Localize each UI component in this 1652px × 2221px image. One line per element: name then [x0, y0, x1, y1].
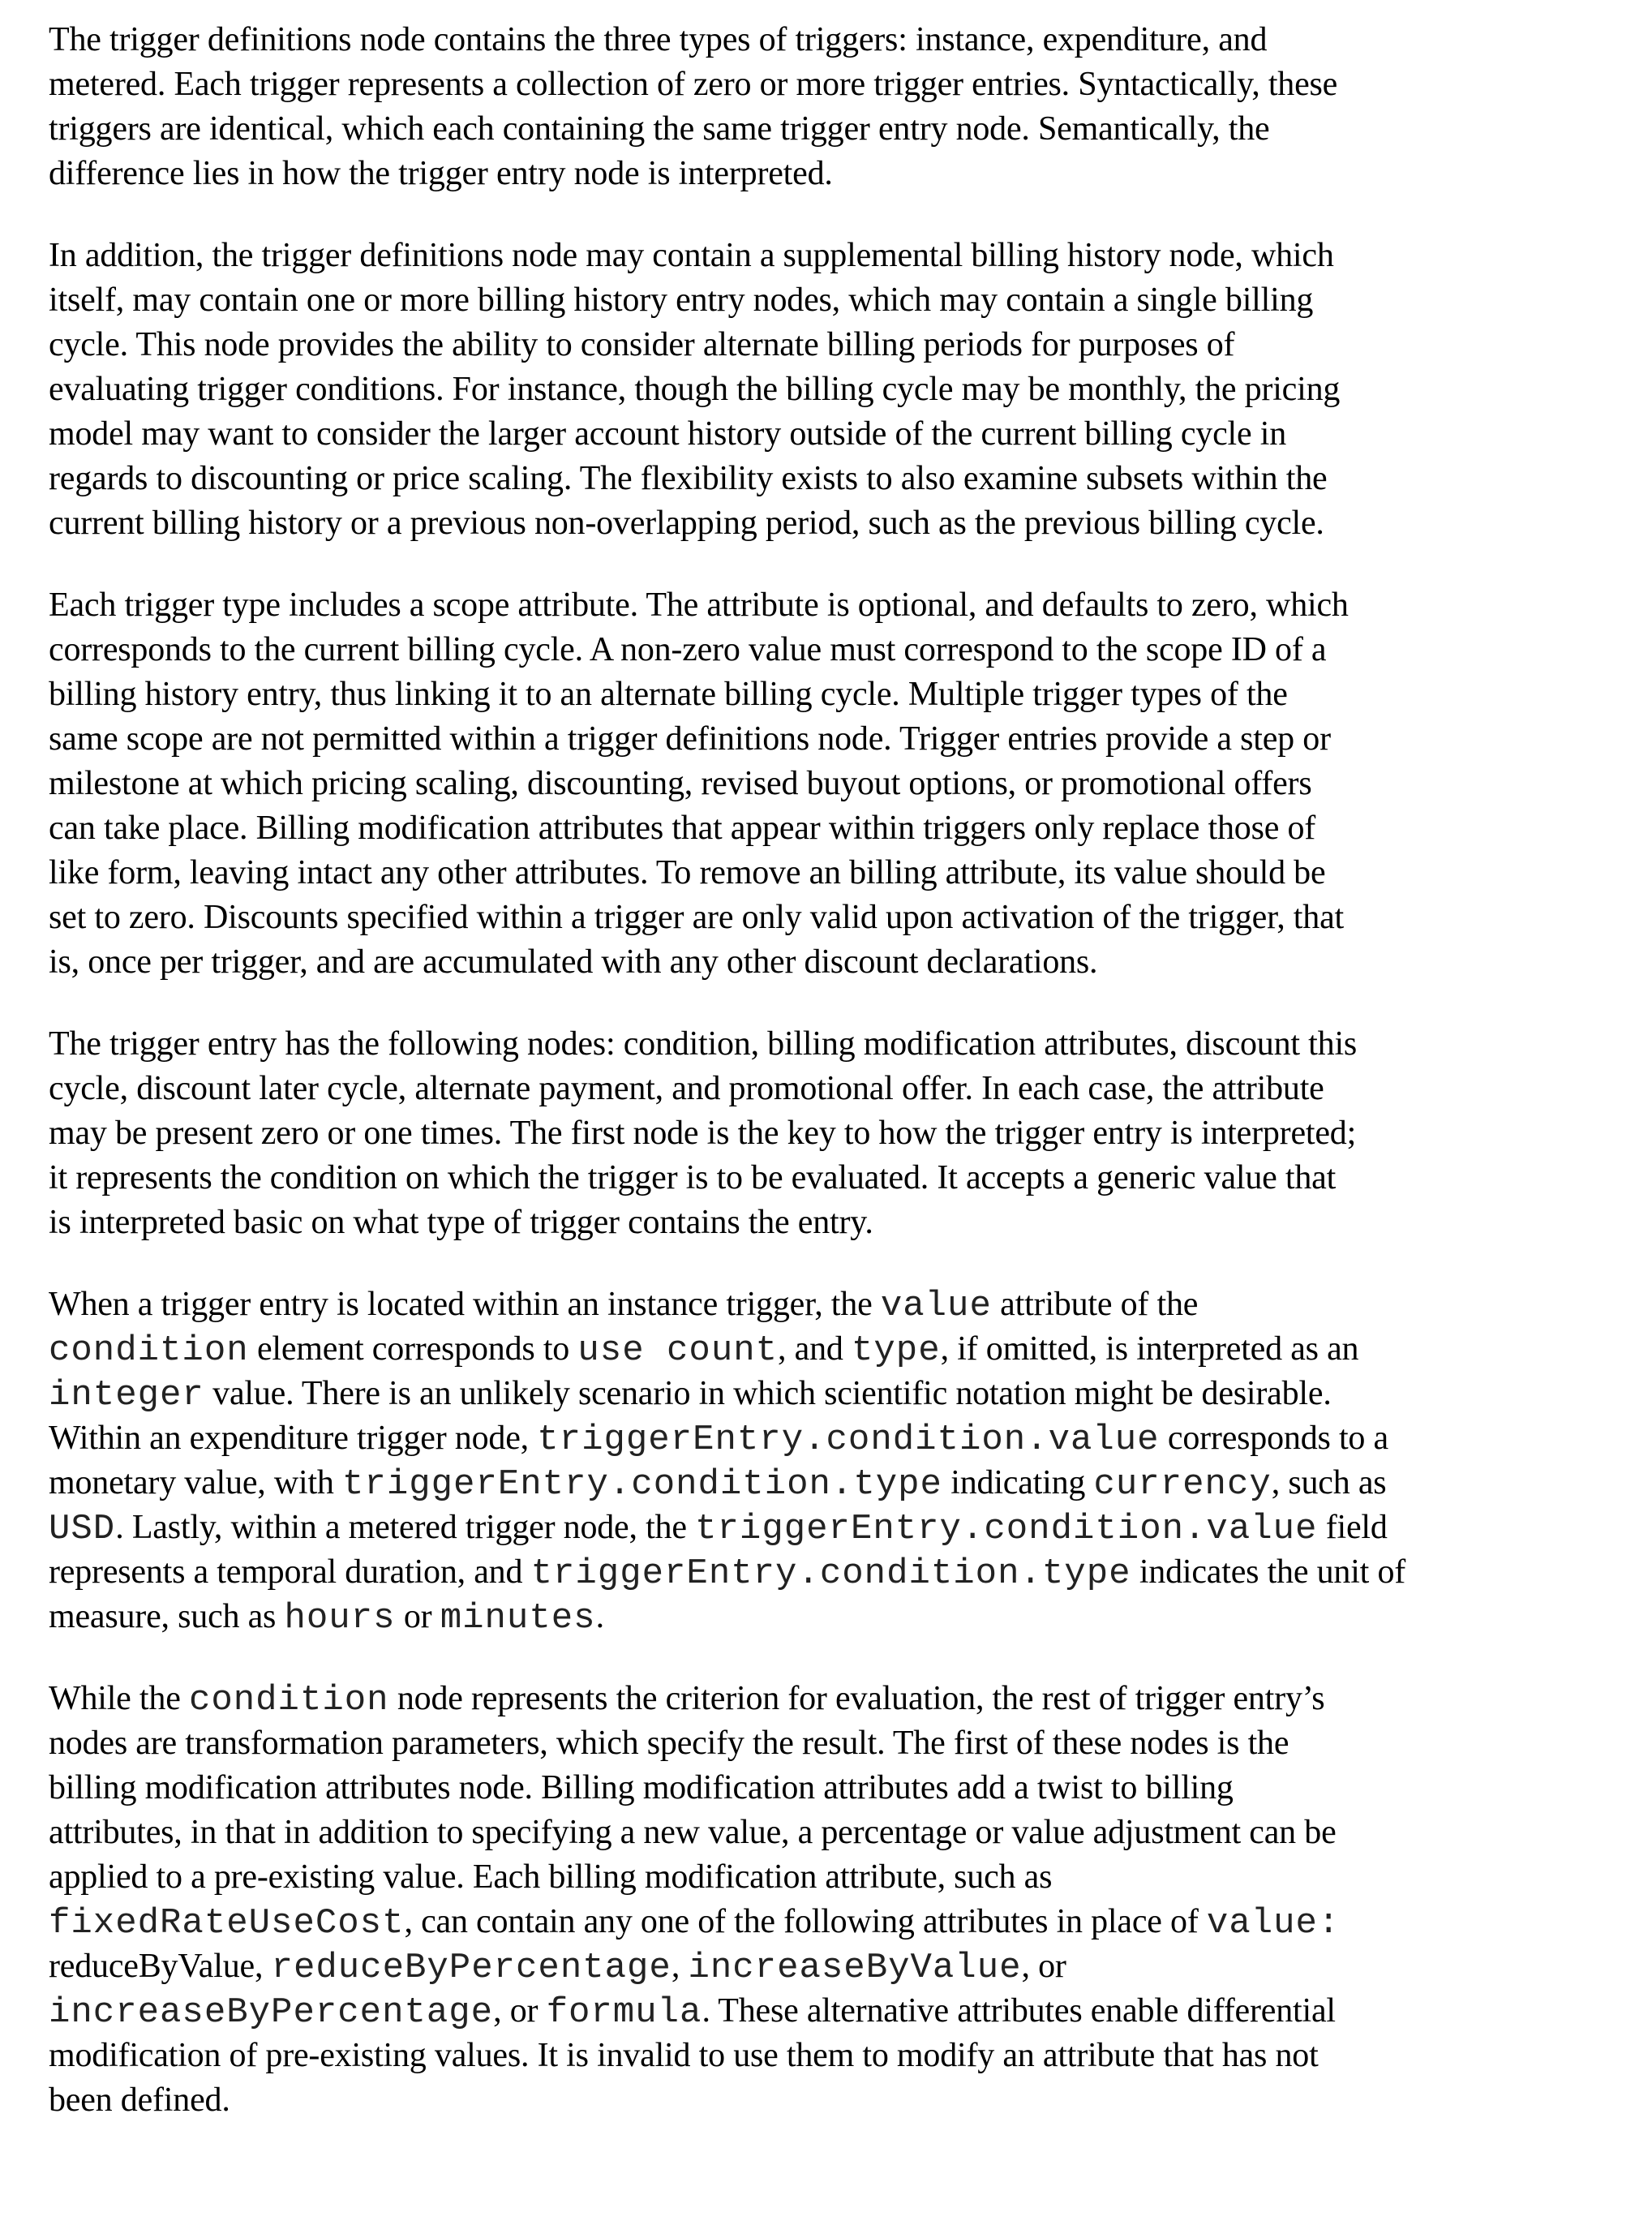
text-line	[49, 18, 1630, 62]
text-line	[49, 234, 1630, 278]
code-term: USD	[49, 1509, 115, 1549]
code-term: triggerEntry.condition.value	[537, 1420, 1159, 1460]
text-run: element corresponds to	[249, 1330, 578, 1368]
text-run: like form, leaving intact any other attributes. To remove an billing attribute, its value should be	[49, 854, 1325, 891]
text-run: billing history entry, thus linking it to an alternate billing cycle. Multiple trigger types of the	[49, 676, 1288, 713]
text-line	[49, 1550, 1630, 1595]
text-run: cycle, discount later cycle, alternate payment, and promotional offer. In each case, the attribute	[49, 1070, 1324, 1107]
code-term: value	[881, 1286, 992, 1326]
text-line	[49, 1900, 1630, 1944]
text-run: itself, may contain one or more billing history entry nodes, which may contain a single billing	[49, 281, 1313, 319]
code-term: use count	[577, 1330, 778, 1371]
text-line	[49, 1201, 1630, 1245]
text-line	[49, 1811, 1630, 1855]
paragraph	[49, 1677, 1630, 2123]
paragraph	[49, 583, 1630, 985]
text-run: , or	[1022, 1948, 1066, 1985]
text-line	[49, 2078, 1630, 2123]
text-run: modification of pre-existing values. It is invalid to use them to modify an attribute that has not	[49, 2037, 1319, 2074]
text-run: field	[1317, 1509, 1387, 1546]
text-run: attributes, in that in addition to specifying a new value, a percentage or value adjustment can be	[49, 1814, 1337, 1851]
paragraph	[49, 1022, 1630, 1245]
text-run: metered. Each trigger represents a collection of zero or more trigger entries. Syntactically, these	[49, 66, 1337, 103]
text-line	[49, 1111, 1630, 1156]
code-term: triggerEntry.condition.value	[695, 1509, 1317, 1549]
code-term: condition	[49, 1330, 249, 1371]
text-line	[49, 1327, 1630, 1372]
text-run: milestone at which pricing scaling, discounting, revised buyout options, or promotional offers	[49, 765, 1312, 802]
text-run: ,	[672, 1948, 689, 1985]
text-run: Each trigger type includes a scope attribute. The attribute is optional, and defaults to zero, which	[49, 586, 1349, 624]
text-line	[49, 1022, 1630, 1067]
text-line	[49, 1372, 1630, 1416]
text-run: . Lastly, within a metered trigger node, the	[115, 1509, 695, 1546]
text-run: When a trigger entry is located within an instance trigger, the	[49, 1286, 881, 1323]
text-run: reduceByValue,	[49, 1948, 272, 1985]
code-term: type	[852, 1330, 941, 1371]
code-term: increaseByPercentage	[49, 1992, 493, 2033]
text-run: The trigger entry has the following nodes: condition, billing modification attributes, discount this	[49, 1025, 1357, 1063]
text-line	[49, 583, 1630, 628]
text-line	[49, 806, 1630, 851]
text-line	[49, 1156, 1630, 1201]
text-run: difference lies in how the trigger entry node is interpreted.	[49, 155, 833, 192]
code-term: triggerEntry.condition.type	[342, 1464, 942, 1505]
text-line	[49, 323, 1630, 367]
text-run: While the	[49, 1680, 189, 1717]
text-run: billing modification attributes node. Billing modification attributes add a twist to billing	[49, 1769, 1234, 1806]
text-line	[49, 672, 1630, 717]
text-line	[49, 1595, 1630, 1639]
text-line	[49, 1944, 1630, 1989]
text-line	[49, 1461, 1630, 1506]
text-line	[49, 1855, 1630, 1900]
text-line	[49, 1506, 1630, 1550]
text-line	[49, 1416, 1630, 1461]
text-line	[49, 1989, 1630, 2034]
text-line	[49, 1067, 1630, 1111]
text-line	[49, 628, 1630, 672]
text-run: value. There is an unlikely scenario in which scientific notation might be desirable.	[204, 1375, 1332, 1412]
text-line	[49, 107, 1630, 152]
text-run: measure, such as	[49, 1598, 285, 1635]
text-run: same scope are not permitted within a trigger definitions node. Trigger entries provide a step or	[49, 720, 1331, 758]
text-run: can take place. Billing modification attributes that appear within triggers only replace those of	[49, 810, 1315, 847]
text-run: set to zero. Discounts specified within a trigger are only valid upon activation of the trigger, that	[49, 899, 1344, 936]
paragraph	[49, 1282, 1630, 1639]
text-line	[49, 152, 1630, 196]
text-line	[49, 1766, 1630, 1811]
code-term: integer	[49, 1375, 204, 1416]
text-run: . These alternative attributes enable differential	[702, 1992, 1335, 2030]
code-term: fixedRateUseCost	[49, 1903, 404, 1944]
code-term: value:	[1207, 1903, 1340, 1944]
text-run: node represents the criterion for evaluation, the rest of trigger entry’s	[389, 1680, 1325, 1717]
text-line	[49, 457, 1630, 501]
code-term: minutes	[440, 1598, 596, 1639]
text-line	[49, 1282, 1630, 1327]
text-run: , can contain any one of the following attributes in place of	[404, 1903, 1206, 1940]
text-run: nodes are transformation parameters, which specify the result. The first of these nodes is the	[49, 1725, 1289, 1762]
code-term: formula	[547, 1992, 702, 2033]
text-run: is, once per trigger, and are accumulated with any other discount declarations.	[49, 943, 1097, 981]
text-line	[49, 412, 1630, 457]
text-line	[49, 278, 1630, 323]
text-run: represents a temporal duration, and	[49, 1553, 531, 1591]
text-line	[49, 940, 1630, 985]
text-run: The trigger definitions node contains the three types of triggers: instance, expenditure, and	[49, 21, 1267, 58]
text-run: , if omitted, is interpreted as an	[941, 1330, 1359, 1368]
text-line	[49, 762, 1630, 806]
text-run: , such as	[1272, 1464, 1387, 1501]
text-line	[49, 501, 1630, 546]
text-run: regards to discounting or price scaling. The flexibility exists to also examine subsets within the	[49, 460, 1327, 497]
text-run: it represents the condition on which the trigger is to be evaluated. It accepts a generic value that	[49, 1159, 1336, 1196]
text-run: monetary value, with	[49, 1464, 342, 1501]
text-run: applied to a pre-existing value. Each billing modification attribute, such as	[49, 1858, 1052, 1896]
text-run: may be present zero or one times. The first node is the key to how the trigger entry is interpreted;	[49, 1115, 1356, 1152]
code-term: condition	[189, 1680, 389, 1721]
text-run: indicates the unit of	[1131, 1553, 1406, 1591]
text-line	[49, 1677, 1630, 1721]
text-run: been defined.	[49, 2081, 230, 2119]
text-run: triggers are identical, which each containing the same trigger entry node. Semantically, the	[49, 110, 1269, 148]
text-run: current billing history or a previous non-overlapping period, such as the previous billing cycle.	[49, 505, 1324, 542]
code-term: currency	[1094, 1464, 1272, 1505]
text-run: In addition, the trigger definitions node may contain a supplemental billing history node, which	[49, 237, 1334, 274]
text-run: attribute of the	[992, 1286, 1198, 1323]
text-line	[49, 851, 1630, 896]
code-term: increaseByValue	[688, 1948, 1021, 1988]
text-line	[49, 717, 1630, 762]
document-page	[49, 18, 1630, 2160]
text-run: , and	[778, 1330, 852, 1368]
text-run: or	[396, 1598, 440, 1635]
text-line	[49, 896, 1630, 940]
text-line	[49, 2034, 1630, 2078]
text-line	[49, 62, 1630, 107]
paragraph	[49, 18, 1630, 196]
text-run: indicating	[942, 1464, 1094, 1501]
paragraph	[49, 234, 1630, 546]
text-run: , or	[493, 1992, 547, 2030]
text-run: .	[596, 1598, 604, 1635]
text-run: Within an expenditure trigger node,	[49, 1420, 537, 1457]
code-term: reduceByPercentage	[272, 1948, 672, 1988]
text-run: model may want to consider the larger account history outside of the current billing cycle in	[49, 415, 1286, 453]
text-run: evaluating trigger conditions. For instance, though the billing cycle may be monthly, the pricing	[49, 371, 1340, 408]
text-line	[49, 1721, 1630, 1766]
text-run: cycle. This node provides the ability to consider alternate billing periods for purposes of	[49, 326, 1234, 363]
text-run: corresponds to a	[1160, 1420, 1388, 1457]
text-run: is interpreted basic on what type of trigger contains the entry.	[49, 1204, 873, 1241]
code-term: hours	[285, 1598, 396, 1639]
code-term: triggerEntry.condition.type	[531, 1553, 1131, 1594]
text-line	[49, 367, 1630, 412]
text-run: corresponds to the current billing cycle. A non-zero value must correspond to the scope ID of a	[49, 631, 1326, 668]
